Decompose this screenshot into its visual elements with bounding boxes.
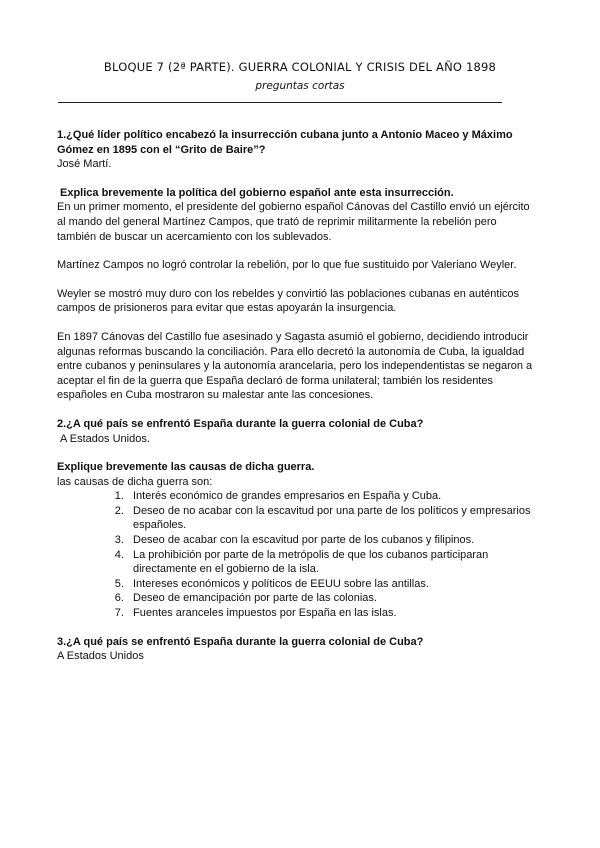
paragraph: En 1897 Cánovas del Castillo fue asesinado y Sagasta asumió el gobierno, decidiendo introducir algunas reformas buscando la conciliación. Para ello decretó la autonomía de Cuba, la igualdad entre cubanos y peninsulares y la autonomía arancelaria, pero los independentistas se negaron a aceptar el fin de la guerra que España declaró de forma unilateral; también los residentes españoles en Cuba mostraron su malestar ante las concesiones. bbox=[57, 330, 533, 402]
question-1: 1.¿Qué líder político encabezó la insurrección cubana junto a Antonio Maceo y Máximo Gómez en 1895 con el “Grito de Baire”? bbox=[57, 129, 513, 156]
answer-1: José Martí. bbox=[57, 158, 112, 171]
paragraph: Weyler se mostró muy duro con los rebeldes y convirtió las poblaciones cubanas en auténticos campos de prisioneros para evitar que estas apoyarán la insurgencia. bbox=[57, 287, 520, 315]
paragraph: En un primer momento, el presidente del gobierno español Cánovas del Castillo envió un ejército al mando del general Martínez Campos, que trató de reprimir militarmente la rebelión pero también de buscar un acercamiento con los sublevados. bbox=[57, 201, 530, 243]
list-item: 7. Fuentes aranceles impuestos por España en las islas. bbox=[127, 606, 537, 621]
header-divider bbox=[58, 102, 502, 103]
document-title: BLOQUE 7 (2ª PARTE). GUERRA COLONIAL Y CRISIS DEL AÑO 1898 bbox=[103, 60, 497, 74]
paragraph: Martínez Campos no logró controlar la rebelión, por lo que fue sustituido por Valeriano Weyler. bbox=[57, 259, 517, 272]
document-body bbox=[57, 128, 537, 664]
subquestion-1: Explica brevemente la política del gobierno español ante esta insurrección. bbox=[60, 186, 454, 199]
causes-intro: las causas de dicha guerra son: bbox=[57, 475, 213, 488]
list-item: 6. Deseo de emancipación por parte de las colonias. bbox=[127, 591, 537, 606]
list-item: 5. Intereses económicos y políticos de EEUU sobre las antillas. bbox=[127, 577, 537, 592]
answer-3: A Estados Unidos bbox=[57, 650, 144, 663]
document-subtitle: preguntas cortas bbox=[255, 80, 345, 92]
list-item: 3. Deseo de acabar con la escavitud por parte de los cubanos y filipinos. bbox=[127, 533, 537, 548]
question-2: 2.¿A qué país se enfrentó España durante la guerra colonial de Cuba? bbox=[57, 417, 424, 430]
question-3: 3.¿A qué país se enfrentó España durante la guerra colonial de Cuba? bbox=[57, 635, 424, 648]
answer-2: A Estados Unidos. bbox=[60, 432, 150, 445]
list-item: 2. Deseo de no acabar con la escavitud por una parte de los políticos y empresarios españoles. bbox=[127, 504, 537, 533]
causes-list bbox=[57, 489, 537, 620]
list-item: 4. La prohibición por parte de la metrópolis de que los cubanos participaran directamente en el gobierno de la isla. bbox=[127, 548, 537, 577]
subquestion-2: Explique brevemente las causas de dicha guerra. bbox=[57, 461, 315, 474]
list-item: 1. Interés económico de grandes empresarios en España y Cuba. bbox=[127, 489, 537, 504]
